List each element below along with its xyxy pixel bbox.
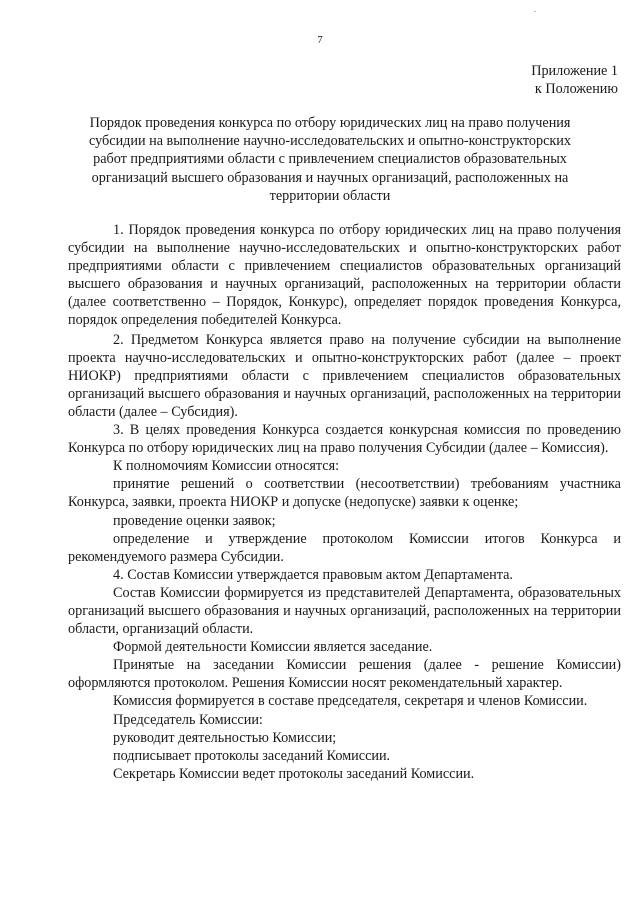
paragraph: Председатель Комиссии: xyxy=(113,711,263,728)
paragraph: определение и утверждение протоколом Комиссии итогов Конкурса и рекомендуемого размера Субсидии. xyxy=(68,530,621,565)
document-title: Порядок проведения конкурса по отбору юридических лиц на право получения субсидии на выполнение научно-исследовательских и опытно-конструкторских работ предприятиями области с привлечением специалистов образовательных организаций высшего образования и научных организаций, расположенных на территории области xyxy=(89,115,571,204)
paragraph: Принятые на заседании Комиссии решения (далее - решение Комиссии) оформляются протоколом. Решения Комиссии носят рекомендательный характер. xyxy=(68,657,621,692)
paragraph: Комиссия формируется в составе председателя, секретаря и членов Комиссии. xyxy=(113,693,588,710)
paragraph: руководит деятельностью Комиссии; xyxy=(113,729,337,746)
paragraph: Формой деятельности Комиссии является заседание. xyxy=(113,639,433,656)
paragraph: проведение оценки заявок; xyxy=(113,512,276,529)
document-body xyxy=(68,221,621,783)
paragraph: 3. В целях проведения Конкурса создается конкурсная комиссия по проведению Конкурса по отбору юридических лиц на право получения Субсидии (далее – Комиссия). xyxy=(68,422,621,457)
stray-mark: . xyxy=(534,5,536,14)
appendix-number: Приложение 1 xyxy=(531,63,618,79)
appendix-heading xyxy=(531,62,618,98)
paragraph: принятие решений о соответствии (несоответствии) требованиям участника Конкурса, заявки, проекта НИОКР и допуске (недопуске) заявки к оценке; xyxy=(68,476,621,511)
paragraph: 1. Порядок проведения конкурса по отбору юридических лиц на право получения субсидии на выполнение научно-исследовательских и опытно-конструкторских работ предприятиями области с привлечением специалистов образовательных организаций высшего образования и научных организаций, расположенных на территории области (далее соответственно – Порядок, Конкурс), определяет порядок проведения Конкурса, порядок определения победителей Конкурса. xyxy=(68,222,621,329)
paragraph: подписывает протоколы заседаний Комиссии. xyxy=(113,747,391,764)
paragraph: К полномочиям Комиссии относятся: xyxy=(113,458,340,475)
appendix-reference: к Положению xyxy=(534,81,618,97)
paragraph: 4. Состав Комиссии утверждается правовым актом Департамента. xyxy=(113,566,513,583)
paragraph: Секретарь Комиссии ведет протоколы заседаний Комиссии. xyxy=(113,765,475,782)
paragraph: 2. Предметом Конкурса является право на получение субсидии на выполнение проекта научно-исследовательских и опытно-конструкторских работ (далее – проект НИОКР) предприятиями области с привлечением специалистов образовательных организаций высшего образования и научных организаций, расположенных на территории области (далее – Субсидия). xyxy=(68,331,621,420)
page-number: 7 xyxy=(317,34,323,46)
paragraph: Состав Комиссии формируется из представителей Департамента, образовательных организаций высшего образования и научных организаций, расположенных на территории области, организаций области. xyxy=(68,584,621,638)
